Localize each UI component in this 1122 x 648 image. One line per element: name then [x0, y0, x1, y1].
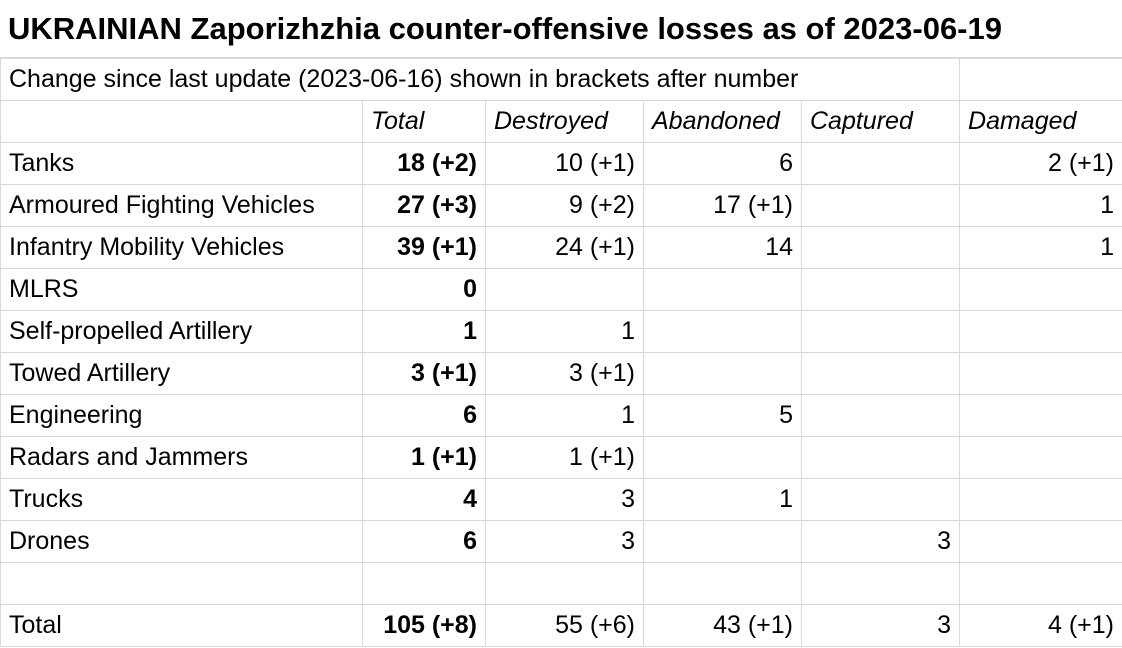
header-total[interactable]: Total: [363, 101, 486, 143]
subtitle-row: [1, 59, 1122, 101]
category-cell[interactable]: Armoured Fighting Vehicles: [1, 185, 363, 227]
abandoned-cell[interactable]: 6: [644, 143, 802, 185]
sheet-title: UKRAINIAN Zaporizhzhia counter-offensive losses as of 2023-06-19: [0, 0, 1122, 58]
table-row: [1, 227, 1122, 269]
damaged-cell[interactable]: [960, 353, 1122, 395]
empty-row: [1, 563, 1122, 605]
header-abandoned[interactable]: Abandoned: [644, 101, 802, 143]
category-cell[interactable]: Radars and Jammers: [1, 437, 363, 479]
empty-cell[interactable]: [802, 563, 960, 605]
captured-cell[interactable]: [802, 227, 960, 269]
abandoned-cell[interactable]: 17 (+1): [644, 185, 802, 227]
captured-cell[interactable]: 3: [802, 605, 960, 647]
captured-cell[interactable]: [802, 311, 960, 353]
category-cell[interactable]: Towed Artillery: [1, 353, 363, 395]
category-cell[interactable]: Engineering: [1, 395, 363, 437]
category-cell[interactable]: Self-propelled Artillery: [1, 311, 363, 353]
empty-cell[interactable]: [363, 563, 486, 605]
captured-cell[interactable]: [802, 395, 960, 437]
abandoned-cell[interactable]: 1: [644, 479, 802, 521]
table-row: [1, 479, 1122, 521]
damaged-cell[interactable]: [960, 479, 1122, 521]
total-cell[interactable]: 1: [363, 311, 486, 353]
captured-cell[interactable]: [802, 479, 960, 521]
abandoned-cell[interactable]: [644, 521, 802, 563]
header-destroyed[interactable]: Destroyed: [486, 101, 644, 143]
damaged-cell[interactable]: [960, 269, 1122, 311]
total-cell[interactable]: 3 (+1): [363, 353, 486, 395]
total-cell[interactable]: 1 (+1): [363, 437, 486, 479]
empty-cell[interactable]: [960, 563, 1122, 605]
damaged-cell[interactable]: 1: [960, 227, 1122, 269]
table-row: [1, 311, 1122, 353]
captured-cell[interactable]: [802, 185, 960, 227]
damaged-cell[interactable]: 1: [960, 185, 1122, 227]
abandoned-cell[interactable]: [644, 353, 802, 395]
damaged-cell[interactable]: [960, 311, 1122, 353]
empty-cell[interactable]: [644, 563, 802, 605]
table-row: [1, 353, 1122, 395]
category-cell[interactable]: MLRS: [1, 269, 363, 311]
header-damaged[interactable]: Damaged: [960, 101, 1122, 143]
header-blank-cell[interactable]: [1, 101, 363, 143]
table-row: [1, 269, 1122, 311]
category-cell[interactable]: Infantry Mobility Vehicles: [1, 227, 363, 269]
destroyed-cell[interactable]: 9 (+2): [486, 185, 644, 227]
category-cell[interactable]: Drones: [1, 521, 363, 563]
header-captured[interactable]: Captured: [802, 101, 960, 143]
destroyed-cell[interactable]: 1: [486, 395, 644, 437]
destroyed-cell[interactable]: 10 (+1): [486, 143, 644, 185]
damaged-cell[interactable]: 2 (+1): [960, 143, 1122, 185]
category-cell[interactable]: Trucks: [1, 479, 363, 521]
destroyed-cell[interactable]: 3 (+1): [486, 353, 644, 395]
total-cell[interactable]: 39 (+1): [363, 227, 486, 269]
totals-row: [1, 605, 1122, 647]
total-cell[interactable]: 4: [363, 479, 486, 521]
abandoned-cell[interactable]: 43 (+1): [644, 605, 802, 647]
abandoned-cell[interactable]: 14: [644, 227, 802, 269]
destroyed-cell[interactable]: 1 (+1): [486, 437, 644, 479]
total-cell[interactable]: 27 (+3): [363, 185, 486, 227]
destroyed-cell[interactable]: 24 (+1): [486, 227, 644, 269]
captured-cell[interactable]: [802, 437, 960, 479]
captured-cell[interactable]: [802, 269, 960, 311]
abandoned-cell[interactable]: [644, 437, 802, 479]
losses-table: [0, 58, 1122, 647]
empty-cell[interactable]: [486, 563, 644, 605]
abandoned-cell[interactable]: 5: [644, 395, 802, 437]
damaged-cell[interactable]: [960, 395, 1122, 437]
header-row: [1, 101, 1122, 143]
table-row: [1, 521, 1122, 563]
destroyed-cell[interactable]: 3: [486, 479, 644, 521]
damaged-cell[interactable]: 4 (+1): [960, 605, 1122, 647]
captured-cell[interactable]: 3: [802, 521, 960, 563]
category-cell[interactable]: Tanks: [1, 143, 363, 185]
destroyed-cell[interactable]: [486, 269, 644, 311]
table-row: [1, 185, 1122, 227]
table-row: [1, 395, 1122, 437]
abandoned-cell[interactable]: [644, 269, 802, 311]
destroyed-cell[interactable]: 1: [486, 311, 644, 353]
total-cell[interactable]: 18 (+2): [363, 143, 486, 185]
empty-cell[interactable]: [960, 59, 1122, 101]
damaged-cell[interactable]: [960, 521, 1122, 563]
category-cell[interactable]: Total: [1, 605, 363, 647]
total-cell[interactable]: 6: [363, 521, 486, 563]
subtitle-cell[interactable]: Change since last update (2023-06-16) shown in brackets after number: [1, 59, 960, 101]
captured-cell[interactable]: [802, 353, 960, 395]
destroyed-cell[interactable]: 55 (+6): [486, 605, 644, 647]
empty-cell[interactable]: [1, 563, 363, 605]
damaged-cell[interactable]: [960, 437, 1122, 479]
table-row: [1, 143, 1122, 185]
captured-cell[interactable]: [802, 143, 960, 185]
total-cell[interactable]: 6: [363, 395, 486, 437]
total-cell[interactable]: 0: [363, 269, 486, 311]
abandoned-cell[interactable]: [644, 311, 802, 353]
table-row: [1, 437, 1122, 479]
destroyed-cell[interactable]: 3: [486, 521, 644, 563]
total-cell[interactable]: 105 (+8): [363, 605, 486, 647]
